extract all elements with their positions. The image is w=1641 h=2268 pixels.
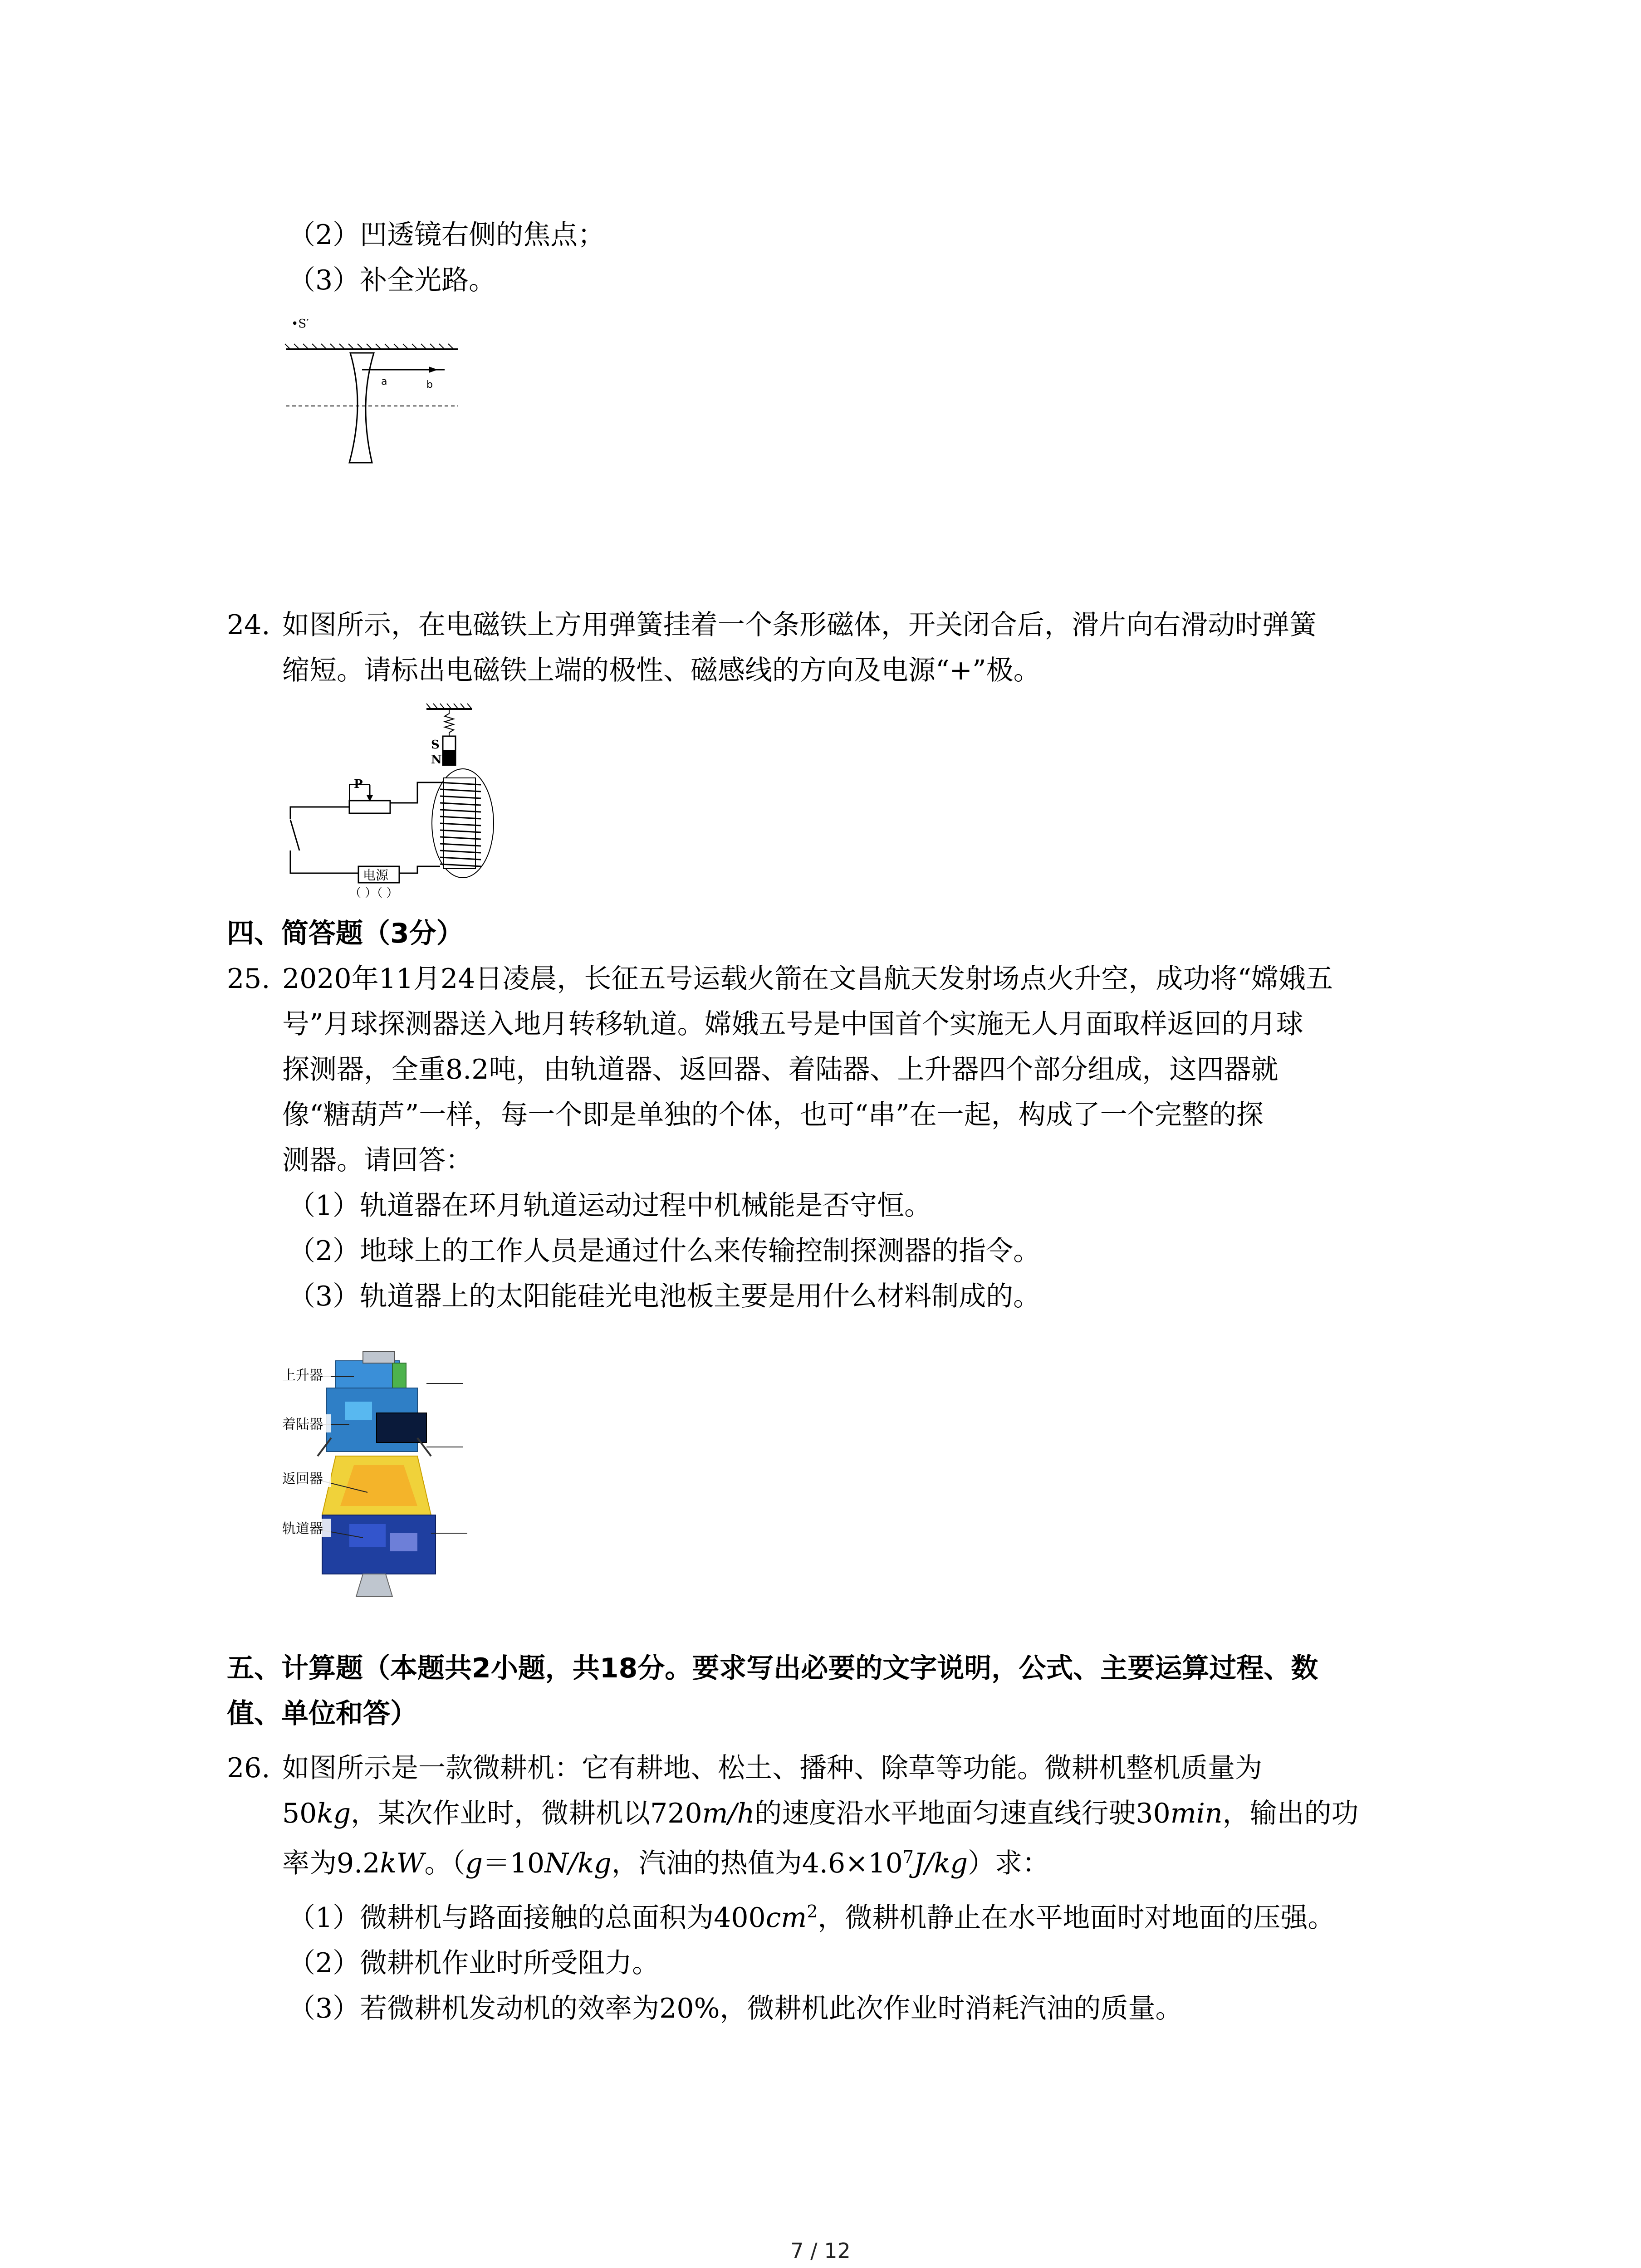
section-5-title-line-2: 值、单位和答） — [227, 1698, 417, 1730]
q24-line-2: 缩短。请标出电磁铁上端的极性、磁感线的方向及电源“+”极。 — [282, 655, 1041, 686]
label-n: N — [431, 753, 442, 767]
label-ascender: 上升器 — [282, 1368, 323, 1383]
q23-item-2: （2）凹透镜右侧的焦点； — [288, 219, 605, 251]
q26-line-1: 如图所示是一款微耕机：它有耕地、松土、播种、除草等功能。微耕机整机质量为 — [282, 1752, 1262, 1784]
q25-number: 25. — [227, 963, 270, 995]
q26-item-3: （3）若微耕机发动机的效率为20%，微耕机此次作业时消耗汽油的质量。 — [288, 1993, 1183, 2024]
page-number: 7 / 12 — [790, 2239, 851, 2263]
q25-line-1: 2020年11月24日凌晨，长征五号运载火箭在文昌航天发射场点火升空，成功将“嫦娥五 — [282, 963, 1333, 995]
label-orbiter: 轨道器 — [282, 1521, 323, 1537]
q25-line-5: 测器。请回答： — [282, 1144, 473, 1176]
q25-item-1: （1）轨道器在环月轨道运动过程中机械能是否守恒。 — [288, 1190, 932, 1222]
label-b: b — [426, 379, 433, 391]
q25-item-3: （3）轨道器上的太阳能硅光电池板主要是用什么材料制成的。 — [288, 1281, 1041, 1312]
q25-line-2: 号”月球探测器送入地月转移轨道。嫦娥五号是中国首个实施无人月面取样返回的月球 — [282, 1008, 1303, 1040]
section-4-title: 四、简答题（3分） — [227, 918, 464, 949]
label-power: 电源 — [363, 868, 389, 883]
q26-line-3: 率为9.2kW。（g＝10N/kg，汽油的热值为$4.6\times 10^7J/kg$）求： — [282, 1847, 1049, 1879]
q26-item-2: （2）微耕机作业时所受阻力。 — [288, 1947, 660, 1979]
q25-line-4: 像“糖葫芦”一样，每一个即是单独的个体，也可“串”在一起，构成了一个完整的探 — [282, 1099, 1264, 1131]
q26-number: 26. — [227, 1752, 270, 1784]
concave-lens-figure — [281, 308, 472, 476]
q24-number: 24. — [227, 609, 270, 641]
q25-line-3: 探测器，全重8.2吨，由轨道器、返回器、着陆器、上升器四个部分组成，这四器就 — [282, 1054, 1279, 1085]
probe-figure — [281, 1343, 490, 1615]
electromagnet-figure — [281, 701, 499, 900]
label-s: S — [431, 738, 440, 752]
label-s-prime: •S′ — [291, 317, 309, 331]
q26-item-1: （1）微耕机与路面接触的总面积为$400cm^2$，微耕机静止在水平地面时对地面的压强。 — [288, 1901, 1335, 1934]
label-p: P — [354, 777, 363, 791]
label-brackets: （ ）（ ） — [349, 886, 398, 900]
label-returner: 返回器 — [282, 1471, 323, 1487]
q24-line-1: 如图所示，在电磁铁上方用弹簧挂着一个条形磁体，开关闭合后，滑片向右滑动时弹簧 — [282, 609, 1317, 641]
q26-line-2: 50kg，某次作业时，微耕机以720m/h的速度沿水平地面匀速直线行驶30min，输出的功 — [282, 1798, 1359, 1829]
q25-item-2: （2）地球上的工作人员是通过什么来传输控制探测器的指令。 — [288, 1235, 1041, 1267]
label-a: a — [381, 376, 387, 387]
q23-item-3: （3）补全光路。 — [288, 264, 496, 296]
label-lander: 着陆器 — [282, 1417, 323, 1432]
section-5-title-line-1: 五、计算题（本题共2小题，共18分。要求写出必要的文字说明，公式、主要运算过程、数 — [227, 1652, 1318, 1684]
